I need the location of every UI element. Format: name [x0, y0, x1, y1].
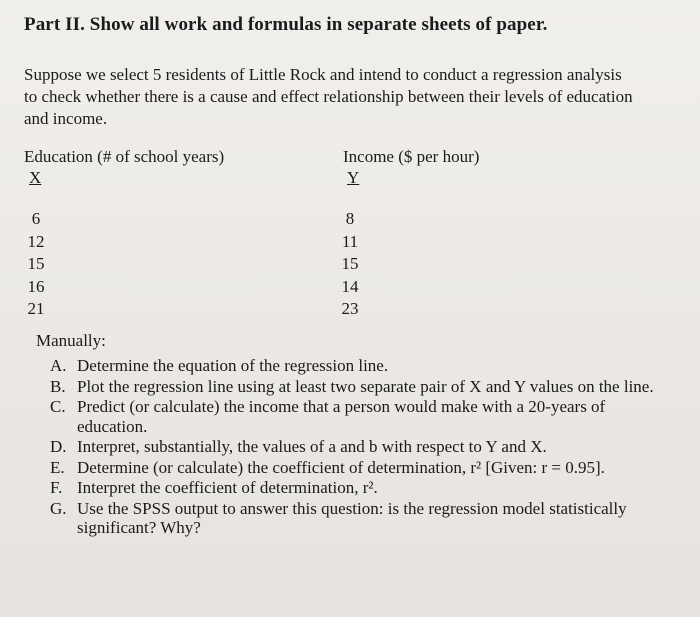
x-value: 16	[27, 276, 45, 296]
task-item	[50, 377, 670, 397]
x-value: 6	[31, 209, 41, 228]
intro-line: Suppose we select 5 residents of Little Rock and intend to conduct a regression analysis	[24, 65, 622, 84]
y-values-column	[335, 208, 365, 321]
task-letter: C.	[50, 397, 66, 416]
task-item	[50, 499, 670, 538]
task-letter: G.	[50, 498, 67, 518]
task-letter: D.	[50, 437, 67, 456]
task-item	[50, 437, 670, 457]
y-value: 14	[341, 276, 359, 296]
section-title: Part II. Show all work and formulas in separate sheets of paper.	[24, 14, 548, 35]
task-letter: E.	[50, 457, 65, 477]
x-value: 21	[27, 299, 45, 318]
y-value: 8	[345, 209, 355, 228]
task-text: Plot the regression line using at least two separate pair of X and Y values on the line.	[77, 376, 654, 396]
x-variable: X	[29, 168, 42, 187]
task-text: Determine (or calculate) the coefficient of determination, r² [Given: r = 0.95].	[77, 457, 605, 477]
y-column-header	[343, 146, 479, 188]
task-item	[50, 458, 670, 478]
task-letter: B.	[50, 376, 66, 396]
y-value: 23	[341, 299, 359, 318]
task-text: Interpret, substantially, the values of a and b with respect to Y and X.	[77, 437, 547, 456]
intro-paragraph	[24, 64, 674, 130]
task-text: Interpret the coefficient of determination, r².	[77, 478, 378, 497]
task-list	[50, 356, 670, 539]
intro-line: and income.	[24, 109, 108, 128]
intro-line: to check whether there is a cause and effect relationship between their levels of education	[24, 87, 633, 106]
y-value: 15	[341, 254, 359, 273]
task-text: Determine the equation of the regression line.	[77, 356, 389, 375]
task-letter: F.	[50, 478, 63, 497]
x-value: 15	[27, 254, 45, 273]
y-value: 11	[341, 231, 359, 251]
task-item	[50, 478, 670, 498]
y-variable: Y	[347, 168, 360, 187]
task-text: Use the SPSS output to answer this question: is the regression model statistically significant? Why?	[77, 498, 627, 537]
x-column-header	[24, 146, 224, 188]
x-values-column	[24, 208, 48, 321]
x-value: 12	[27, 231, 45, 251]
manually-label: Manually:	[36, 331, 106, 350]
y-header-label: Income ($ per hour)	[343, 147, 480, 166]
task-letter: A.	[50, 356, 67, 375]
task-item	[50, 356, 670, 376]
task-item	[50, 397, 670, 436]
x-header-label: Education (# of school years)	[24, 147, 225, 166]
task-text: Predict (or calculate) the income that a person would make with a 20-years of education.	[77, 397, 606, 436]
